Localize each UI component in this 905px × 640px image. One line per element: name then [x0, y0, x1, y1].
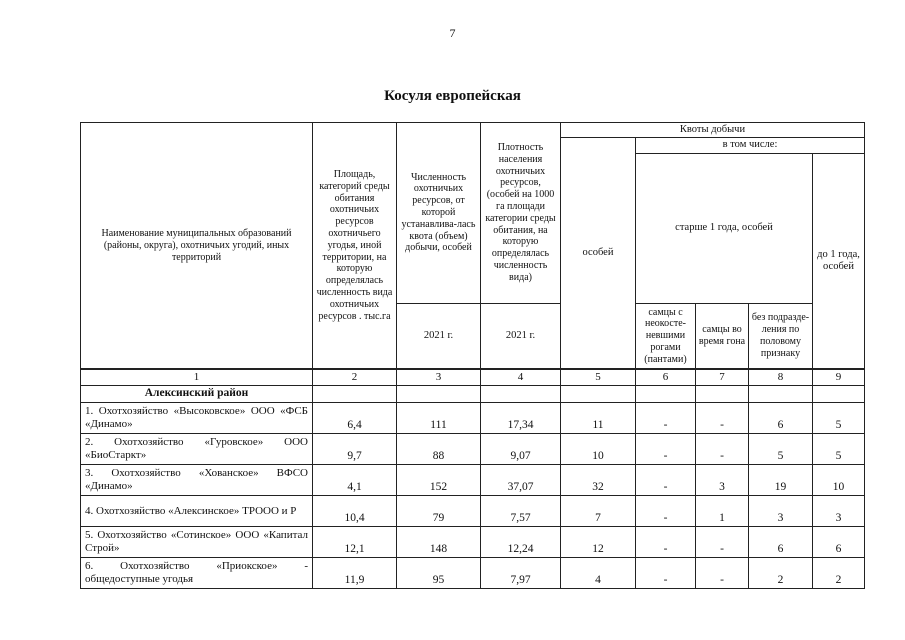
area-cell: 12,1 — [313, 527, 397, 558]
total-quota-cell: 11 — [561, 403, 636, 434]
rut-quota-cell: - — [696, 403, 749, 434]
territory-name: 1. Охотхозяйство «Высоковское» ООО «ФСБ «Динамо» — [81, 403, 313, 434]
header-density: Плотность населения охотничьих ресурсов, (особей на 1000 га площади категории среды обитания, на которую определялась численность вида) — [481, 123, 561, 304]
table-row — [81, 527, 865, 558]
young-quota-cell: 10 — [813, 465, 865, 496]
antlers-quota-cell: - — [636, 496, 696, 527]
density-cell: 17,34 — [481, 403, 561, 434]
total-quota-cell: 7 — [561, 496, 636, 527]
area-cell: 9,7 — [313, 434, 397, 465]
column-number: 8 — [749, 369, 813, 385]
table-row — [81, 403, 865, 434]
rut-quota-cell: - — [696, 434, 749, 465]
young-quota-cell: 6 — [813, 527, 865, 558]
header-including: в том числе: — [636, 138, 865, 153]
population-cell: 111 — [397, 403, 481, 434]
table-row — [81, 465, 865, 496]
no-sex-quota-cell: 2 — [749, 558, 813, 589]
no-sex-quota-cell: 5 — [749, 434, 813, 465]
young-quota-cell: 3 — [813, 496, 865, 527]
rut-quota-cell: - — [696, 558, 749, 589]
column-number: 9 — [813, 369, 865, 385]
column-number-row — [81, 369, 865, 385]
header-name: Наименование муниципальных образований (районы, округа), охотничьих угодий, иных территорий — [81, 123, 313, 370]
table-row — [81, 434, 865, 465]
rut-quota-cell: - — [696, 527, 749, 558]
total-quota-cell: 4 — [561, 558, 636, 589]
column-number: 7 — [696, 369, 749, 385]
area-cell: 10,4 — [313, 496, 397, 527]
antlers-quota-cell: - — [636, 527, 696, 558]
no-sex-quota-cell: 3 — [749, 496, 813, 527]
hunting-quota-table — [80, 122, 865, 589]
population-cell: 88 — [397, 434, 481, 465]
no-sex-quota-cell: 6 — [749, 403, 813, 434]
density-cell: 7,97 — [481, 558, 561, 589]
column-number: 5 — [561, 369, 636, 385]
header-older: старше 1 года, особей — [636, 153, 813, 303]
area-cell: 11,9 — [313, 558, 397, 589]
table-row — [81, 558, 865, 589]
no-sex-quota-cell: 19 — [749, 465, 813, 496]
population-cell: 148 — [397, 527, 481, 558]
header-total: особей — [561, 138, 636, 369]
district-name: Алексинский район — [81, 386, 313, 403]
population-cell: 152 — [397, 465, 481, 496]
no-sex-quota-cell: 6 — [749, 527, 813, 558]
antlers-quota-cell: - — [636, 465, 696, 496]
population-cell: 79 — [397, 496, 481, 527]
column-number: 6 — [636, 369, 696, 385]
territory-name: 3. Охотхозяйство «Хованское» ВФСО «Динамо» — [81, 465, 313, 496]
header-males-antlers: самцы с неокосте-невшими рогами (пантами) — [636, 303, 696, 369]
antlers-quota-cell: - — [636, 434, 696, 465]
district-row — [81, 386, 865, 403]
young-quota-cell: 2 — [813, 558, 865, 589]
rut-quota-cell: 3 — [696, 465, 749, 496]
header-no-sex: без подразде-ления по половому признаку — [749, 303, 813, 369]
header-area: Площадь, категорий среды обитания охотничьих ресурсов охотничьего угодья, иной территории, на которую определялась численность вида охотничьих ресурсов . тыс.га — [313, 123, 397, 370]
territory-name: 5. Охотхозяйство «Сотинское» ООО «Капитал Строй» — [81, 527, 313, 558]
document-title: Косуля европейская — [384, 88, 521, 104]
territory-name: 6. Охотхозяйство «Приокское» - общедоступные угодья — [81, 558, 313, 589]
density-cell: 37,07 — [481, 465, 561, 496]
header-young: до 1 года, особей — [813, 153, 865, 369]
territory-name: 4. Охотхозяйство «Алексинское» ТРООО и Р — [81, 496, 313, 527]
antlers-quota-cell: - — [636, 403, 696, 434]
header-population: Численность охотничьих ресурсов, от которой устанавлива-лась квота (объем) добычи, особей — [397, 123, 481, 304]
total-quota-cell: 10 — [561, 434, 636, 465]
density-cell: 7,57 — [481, 496, 561, 527]
column-number: 3 — [397, 369, 481, 385]
column-number: 4 — [481, 369, 561, 385]
population-cell: 95 — [397, 558, 481, 589]
density-cell: 9,07 — [481, 434, 561, 465]
area-cell: 4,1 — [313, 465, 397, 496]
rut-quota-cell: 1 — [696, 496, 749, 527]
antlers-quota-cell: - — [636, 558, 696, 589]
page-number: 7 — [449, 26, 456, 40]
header-males-rut: самцы во время гона — [696, 303, 749, 369]
header-year-population: 2021 г. — [397, 303, 481, 369]
density-cell: 12,24 — [481, 527, 561, 558]
table-row — [81, 496, 865, 527]
column-number: 1 — [81, 369, 313, 385]
young-quota-cell: 5 — [813, 403, 865, 434]
header-quotas: Квоты добычи — [561, 123, 865, 138]
header-year-density: 2021 г. — [481, 303, 561, 369]
area-cell: 6,4 — [313, 403, 397, 434]
territory-name: 2. Охотхозяйство «Гуровское» ООО «БиоСтаркт» — [81, 434, 313, 465]
young-quota-cell: 5 — [813, 434, 865, 465]
total-quota-cell: 32 — [561, 465, 636, 496]
column-number: 2 — [313, 369, 397, 385]
total-quota-cell: 12 — [561, 527, 636, 558]
